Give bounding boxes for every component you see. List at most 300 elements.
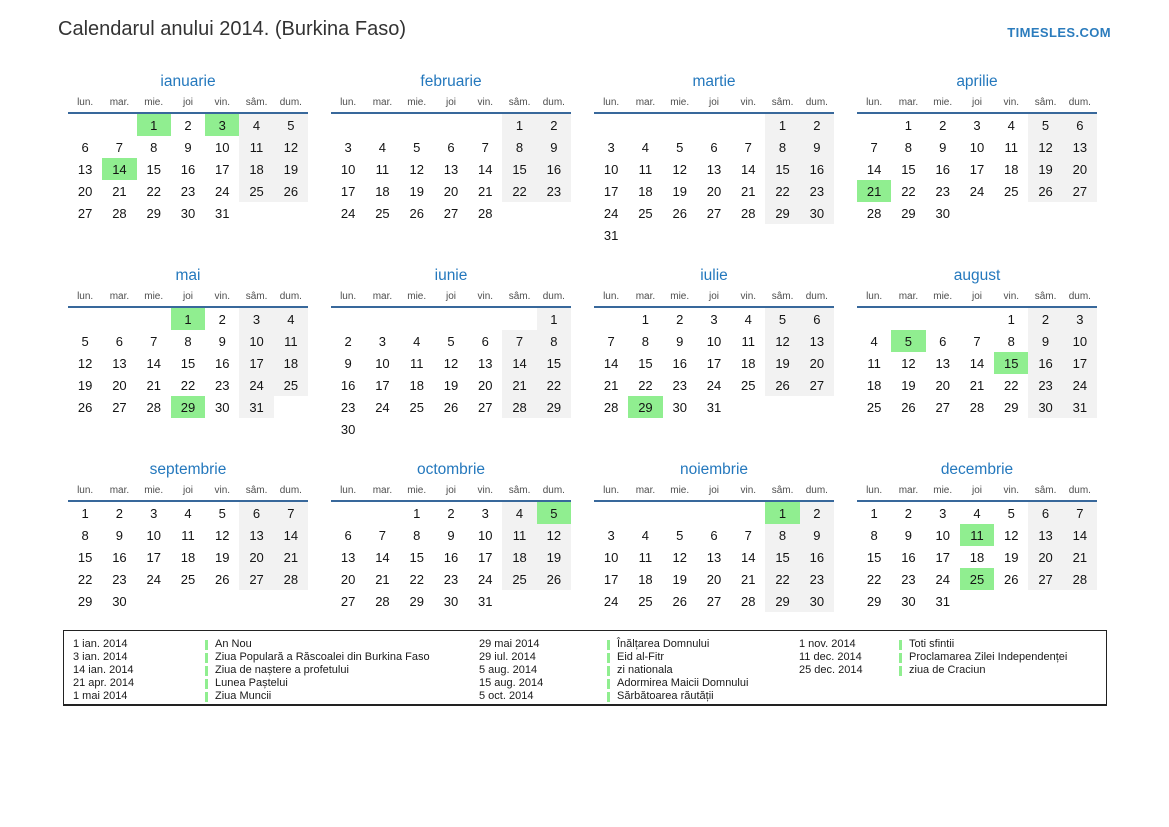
- day-cell: 8: [413, 527, 421, 543]
- day-cell: 16: [672, 355, 687, 371]
- month-title: decembrie: [940, 461, 1014, 478]
- day-cell: 3: [710, 311, 718, 327]
- weekend-day-cell: 8: [537, 330, 571, 352]
- day-cell: 5: [81, 333, 89, 349]
- empty-day-cell: [697, 501, 731, 524]
- weekend-day-cell: 5: [274, 113, 308, 136]
- day-cell: 15: [409, 549, 424, 565]
- holiday-day-cell: 1: [765, 501, 799, 524]
- holiday-color-bar-icon: [607, 653, 610, 663]
- weekend-day-cell: 5: [1028, 113, 1062, 136]
- day-cell: 18: [741, 355, 756, 371]
- weekday-header: mar.: [891, 97, 925, 113]
- weekend-day-cell: 16: [1028, 352, 1062, 374]
- weekday-header: joi: [697, 97, 731, 113]
- month-table: [857, 485, 1097, 612]
- weekend-day-cell: 4: [239, 113, 273, 136]
- day-cell: 22: [409, 571, 424, 587]
- weekend-day-cell: 29: [537, 396, 571, 418]
- day-cell: 6: [939, 333, 947, 349]
- weekend-day-cell: 7: [502, 330, 536, 352]
- weekend-day-cell: 6: [800, 307, 834, 330]
- day-cell: 18: [1004, 161, 1019, 177]
- week-row: [594, 158, 834, 180]
- legend-holiday-name: Proclamarea Zilei Independenței: [909, 651, 1068, 663]
- day-cell: 24: [603, 205, 619, 221]
- empty-day-cell: [502, 418, 536, 440]
- day-cell: 8: [81, 527, 89, 543]
- empty-day-cell: [274, 590, 308, 612]
- empty-day-cell: [502, 307, 536, 330]
- week-row: [331, 590, 571, 612]
- legend-holiday-name: zi nationala: [617, 664, 673, 676]
- holiday-color-bar-icon: [607, 692, 610, 702]
- month-februarie: [331, 70, 571, 264]
- legend-entry: [479, 690, 799, 703]
- day-cell: 18: [866, 377, 882, 393]
- weekday-header: sâm.: [239, 291, 273, 307]
- day-cell: 21: [741, 571, 756, 587]
- empty-day-cell: [731, 113, 765, 136]
- day-cell: 6: [710, 139, 718, 155]
- weekday-header: mie.: [137, 97, 171, 113]
- weekday-header: joi: [171, 97, 205, 113]
- month-table: [857, 97, 1097, 224]
- day-cell: 22: [866, 571, 882, 587]
- month-iulie: [594, 264, 834, 458]
- empty-day-cell: [502, 590, 536, 612]
- weekday-header: vin.: [994, 291, 1028, 307]
- day-cell: 14: [969, 355, 985, 371]
- day-cell: 24: [969, 183, 985, 199]
- month-table: [331, 485, 571, 612]
- brand-link[interactable]: TIMESLES.COM: [1007, 25, 1111, 40]
- day-cell: 17: [706, 355, 722, 371]
- day-cell: 16: [180, 161, 196, 177]
- day-cell: 21: [146, 377, 161, 393]
- week-row: [594, 396, 834, 418]
- weekday-header: vin.: [994, 97, 1028, 113]
- legend-holiday-name: Înălțarea Domnului: [617, 638, 710, 650]
- day-cell: 13: [706, 161, 722, 177]
- day-cell: 10: [146, 527, 161, 543]
- legend-holiday-name: Eid al-Fitr: [617, 651, 665, 663]
- day-cell: 13: [706, 549, 722, 565]
- day-cell: 5: [676, 139, 684, 155]
- month-title: septembrie: [149, 461, 227, 478]
- day-cell: 19: [443, 377, 459, 393]
- day-cell: 29: [146, 205, 161, 221]
- weekday-header: dum.: [800, 291, 834, 307]
- day-cell: 15: [77, 549, 93, 565]
- day-cell: 28: [866, 205, 882, 221]
- day-cell: 6: [81, 139, 89, 155]
- day-cell: 11: [741, 333, 756, 349]
- day-cell: 2: [184, 117, 192, 133]
- week-row: [68, 396, 308, 418]
- day-cell: 30: [340, 421, 356, 437]
- day-cell: 6: [447, 139, 455, 155]
- weekend-day-cell: 10: [239, 330, 273, 352]
- day-cell: 13: [478, 355, 493, 371]
- legend-date: 14 ian. 2014: [73, 664, 134, 676]
- weekend-day-cell: 29: [765, 202, 799, 224]
- day-cell: 25: [741, 377, 756, 393]
- month-octombrie: [331, 458, 571, 652]
- legend-column: [479, 638, 799, 704]
- month-table: [331, 97, 571, 224]
- weekday-header: mar.: [891, 485, 925, 501]
- day-cell: 3: [481, 505, 489, 521]
- week-row: [594, 113, 834, 136]
- day-cell: 15: [638, 355, 653, 371]
- legend-date: 29 iul. 2014: [479, 651, 536, 663]
- day-cell: 16: [112, 549, 127, 565]
- day-cell: 8: [184, 333, 192, 349]
- month-decembrie: [857, 458, 1097, 652]
- day-cell: 4: [870, 333, 878, 349]
- day-cell: 2: [115, 505, 124, 521]
- day-cell: 4: [1007, 117, 1015, 133]
- holiday-color-bar-icon: [205, 692, 208, 702]
- day-cell: 6: [344, 527, 352, 543]
- empty-day-cell: [137, 590, 171, 612]
- day-cell: 28: [741, 593, 756, 609]
- day-cell: 3: [378, 333, 387, 349]
- month-table: [68, 485, 308, 612]
- weekend-day-cell: 9: [1028, 330, 1062, 352]
- legend-column: [799, 638, 1106, 704]
- legend-entry: [799, 638, 1106, 651]
- day-cell: 22: [77, 571, 93, 587]
- weekday-header: dum.: [537, 97, 571, 113]
- day-cell: 10: [603, 549, 619, 565]
- weekday-header: sâm.: [239, 485, 273, 501]
- empty-day-cell: [365, 418, 399, 440]
- weekend-day-cell: 2: [537, 113, 571, 136]
- empty-day-cell: [1028, 590, 1062, 612]
- day-cell: 2: [218, 311, 226, 327]
- weekend-day-cell: 14: [1063, 524, 1097, 546]
- weekend-day-cell: 15: [502, 158, 536, 180]
- month-title: aprilie: [956, 73, 998, 90]
- weekend-day-cell: 30: [1028, 396, 1062, 418]
- weekday-header: vin.: [205, 485, 239, 501]
- empty-day-cell: [537, 418, 571, 440]
- day-cell: 23: [443, 571, 459, 587]
- day-cell: 13: [112, 355, 127, 371]
- day-cell: 9: [344, 355, 352, 371]
- week-row: [331, 501, 571, 524]
- day-cell: 18: [409, 377, 424, 393]
- empty-day-cell: [468, 113, 502, 136]
- weekend-day-cell: 11: [502, 524, 536, 546]
- weekend-day-cell: 15: [537, 352, 571, 374]
- day-cell: 30: [443, 593, 459, 609]
- empty-day-cell: [331, 307, 365, 330]
- day-cell: 26: [901, 399, 916, 415]
- empty-day-cell: [731, 396, 765, 418]
- holiday-color-bar-icon: [205, 679, 208, 689]
- weekend-day-cell: 20: [1063, 158, 1097, 180]
- day-cell: 12: [215, 527, 230, 543]
- day-cell: 4: [184, 505, 192, 521]
- day-cell: 11: [1004, 139, 1019, 155]
- day-cell: 16: [215, 355, 230, 371]
- week-row: [857, 524, 1097, 546]
- day-cell: 23: [901, 571, 916, 587]
- day-cell: 16: [935, 161, 950, 177]
- weekday-header: vin.: [731, 97, 765, 113]
- day-cell: 21: [603, 377, 619, 393]
- day-cell: 14: [741, 161, 756, 177]
- holiday-day-cell: 5: [537, 501, 571, 524]
- day-cell: 27: [935, 399, 950, 415]
- day-cell: 27: [443, 205, 459, 221]
- weekend-day-cell: 1: [537, 307, 571, 330]
- weekend-day-cell: 19: [765, 352, 799, 374]
- weekday-header: mar.: [891, 291, 925, 307]
- day-cell: 11: [409, 355, 424, 371]
- weekend-day-cell: 15: [765, 546, 799, 568]
- empty-day-cell: [628, 501, 662, 524]
- day-cell: 11: [638, 161, 653, 177]
- weekday-header: lun.: [594, 291, 628, 307]
- day-cell: 19: [672, 183, 687, 199]
- day-cell: 7: [378, 527, 387, 543]
- week-row: [857, 590, 1097, 612]
- weekday-header: mar.: [628, 291, 662, 307]
- empty-day-cell: [663, 501, 697, 524]
- day-cell: 16: [340, 377, 356, 393]
- day-cell: 7: [607, 333, 615, 349]
- week-row: [594, 224, 834, 246]
- day-cell: 28: [375, 593, 390, 609]
- weekend-day-cell: 2: [800, 501, 834, 524]
- empty-day-cell: [400, 113, 434, 136]
- legend-holiday-name: An Nou: [215, 638, 252, 650]
- day-cell: 25: [375, 205, 390, 221]
- week-row: [331, 546, 571, 568]
- weekend-day-cell: 6: [239, 501, 273, 524]
- week-row: [594, 590, 834, 612]
- day-cell: 4: [641, 527, 650, 543]
- empty-day-cell: [857, 307, 891, 330]
- weekend-day-cell: 30: [800, 590, 834, 612]
- week-row: [857, 136, 1097, 158]
- weekend-day-cell: 6: [1063, 113, 1097, 136]
- day-cell: 4: [378, 139, 387, 155]
- week-row: [68, 330, 308, 352]
- day-cell: 23: [215, 377, 230, 393]
- month-table: [594, 97, 834, 246]
- weekend-day-cell: 11: [239, 136, 273, 158]
- empty-day-cell: [137, 307, 171, 330]
- month-table: [594, 291, 834, 418]
- day-cell: 24: [215, 183, 230, 199]
- weekday-header: sâm.: [1028, 291, 1062, 307]
- weekday-header: vin.: [731, 291, 765, 307]
- day-cell: 1: [870, 505, 878, 521]
- day-cell: 12: [409, 161, 424, 177]
- holiday-day-cell: 25: [960, 568, 994, 590]
- week-row: [594, 180, 834, 202]
- calendar-grid: [68, 70, 1097, 652]
- day-cell: 2: [447, 505, 455, 521]
- week-row: [594, 352, 834, 374]
- day-cell: 3: [973, 117, 981, 133]
- weekend-day-cell: 4: [502, 501, 536, 524]
- day-cell: 12: [77, 355, 93, 371]
- day-cell: 25: [866, 399, 882, 415]
- day-cell: 9: [184, 139, 192, 155]
- day-cell: 25: [409, 399, 424, 415]
- empty-day-cell: [102, 307, 136, 330]
- day-cell: 31: [706, 399, 722, 415]
- day-cell: 24: [706, 377, 722, 393]
- weekend-day-cell: 26: [274, 180, 308, 202]
- week-row: [68, 568, 308, 590]
- day-cell: 24: [146, 571, 161, 587]
- weekend-day-cell: 1: [502, 113, 536, 136]
- holiday-color-bar-icon: [607, 640, 610, 650]
- weekend-day-cell: 23: [1028, 374, 1062, 396]
- weekday-header: mie.: [137, 291, 171, 307]
- month-title: martie: [692, 73, 736, 90]
- day-cell: 10: [706, 333, 722, 349]
- day-cell: 23: [935, 183, 950, 199]
- weekend-day-cell: 16: [800, 158, 834, 180]
- week-row: [594, 374, 834, 396]
- day-cell: 20: [706, 183, 722, 199]
- day-cell: 30: [180, 205, 196, 221]
- weekend-day-cell: 25: [274, 374, 308, 396]
- weekend-day-cell: 23: [800, 180, 834, 202]
- empty-day-cell: [68, 307, 102, 330]
- week-row: [331, 568, 571, 590]
- weekday-header: joi: [434, 291, 468, 307]
- day-cell: 9: [447, 527, 455, 543]
- holiday-color-bar-icon: [205, 653, 208, 663]
- weekday-header: dum.: [537, 485, 571, 501]
- holiday-color-bar-icon: [607, 679, 610, 689]
- day-cell: 12: [672, 549, 687, 565]
- weekday-header: sâm.: [1028, 485, 1062, 501]
- empty-day-cell: [102, 113, 136, 136]
- day-cell: 18: [375, 183, 390, 199]
- empty-day-cell: [502, 202, 536, 224]
- weekend-day-cell: 24: [239, 374, 273, 396]
- legend-holiday-name: Toti sfintii: [909, 638, 955, 650]
- weekend-day-cell: 30: [800, 202, 834, 224]
- empty-day-cell: [365, 307, 399, 330]
- day-cell: 24: [340, 205, 356, 221]
- week-row: [857, 396, 1097, 418]
- weekend-day-cell: 13: [1028, 524, 1062, 546]
- weekend-day-cell: 24: [1063, 374, 1097, 396]
- day-cell: 28: [603, 399, 619, 415]
- weekend-day-cell: 2: [800, 113, 834, 136]
- empty-day-cell: [731, 501, 765, 524]
- weekday-header: vin.: [468, 291, 502, 307]
- day-cell: 27: [77, 205, 93, 221]
- day-cell: 17: [603, 183, 619, 199]
- weekday-header: joi: [171, 485, 205, 501]
- day-cell: 15: [866, 549, 882, 565]
- day-cell: 4: [413, 333, 421, 349]
- weekend-day-cell: 15: [765, 158, 799, 180]
- empty-day-cell: [1063, 590, 1097, 612]
- day-cell: 23: [180, 183, 196, 199]
- weekday-header: joi: [171, 291, 205, 307]
- day-cell: 27: [706, 205, 722, 221]
- day-cell: 19: [1004, 549, 1019, 565]
- legend-date: 1 nov. 2014: [799, 638, 856, 650]
- weekday-header: mie.: [663, 97, 697, 113]
- day-cell: 21: [375, 571, 390, 587]
- day-cell: 22: [901, 183, 916, 199]
- day-cell: 10: [935, 527, 950, 543]
- weekday-header: sâm.: [502, 97, 536, 113]
- legend-holiday-name: Adormirea Maicii Domnului: [617, 677, 749, 689]
- legend-entry: [73, 638, 479, 651]
- weekend-day-cell: 31: [1063, 396, 1097, 418]
- weekend-day-cell: 11: [274, 330, 308, 352]
- legend-entry: [73, 677, 479, 690]
- day-cell: 8: [870, 527, 878, 543]
- weekend-day-cell: 26: [765, 374, 799, 396]
- week-row: [857, 546, 1097, 568]
- weekend-day-cell: 4: [274, 307, 308, 330]
- day-cell: 21: [741, 183, 756, 199]
- day-cell: 11: [181, 527, 195, 543]
- empty-day-cell: [857, 113, 891, 136]
- legend-date: 1 ian. 2014: [73, 638, 128, 650]
- weekday-header: dum.: [800, 485, 834, 501]
- legend-date: 3 ian. 2014: [73, 651, 128, 663]
- weekday-header: mar.: [102, 485, 136, 501]
- empty-day-cell: [1028, 202, 1062, 224]
- week-row: [857, 374, 1097, 396]
- empty-day-cell: [960, 202, 994, 224]
- day-cell: 10: [215, 139, 230, 155]
- month-noiembrie: [594, 458, 834, 652]
- week-row: [594, 546, 834, 568]
- legend-entry: [479, 651, 799, 664]
- weekend-day-cell: 19: [537, 546, 571, 568]
- day-cell: 18: [969, 549, 985, 565]
- weekday-header: dum.: [1063, 291, 1097, 307]
- legend-date: 5 oct. 2014: [479, 690, 534, 702]
- weekend-day-cell: 8: [765, 524, 799, 546]
- month-iunie: [331, 264, 571, 458]
- day-cell: 21: [112, 183, 127, 199]
- week-row: [857, 307, 1097, 330]
- day-cell: 24: [478, 571, 493, 587]
- weekend-day-cell: 31: [239, 396, 273, 418]
- week-row: [331, 307, 571, 330]
- weekday-header: mie.: [926, 485, 960, 501]
- weekend-day-cell: 14: [274, 524, 308, 546]
- day-cell: 9: [115, 527, 124, 543]
- weekday-header: mar.: [628, 97, 662, 113]
- holiday-day-cell: 11: [960, 524, 994, 546]
- empty-day-cell: [1063, 202, 1097, 224]
- day-cell: 25: [1004, 183, 1019, 199]
- weekend-day-cell: 29: [765, 590, 799, 612]
- empty-day-cell: [468, 307, 502, 330]
- empty-day-cell: [274, 396, 308, 418]
